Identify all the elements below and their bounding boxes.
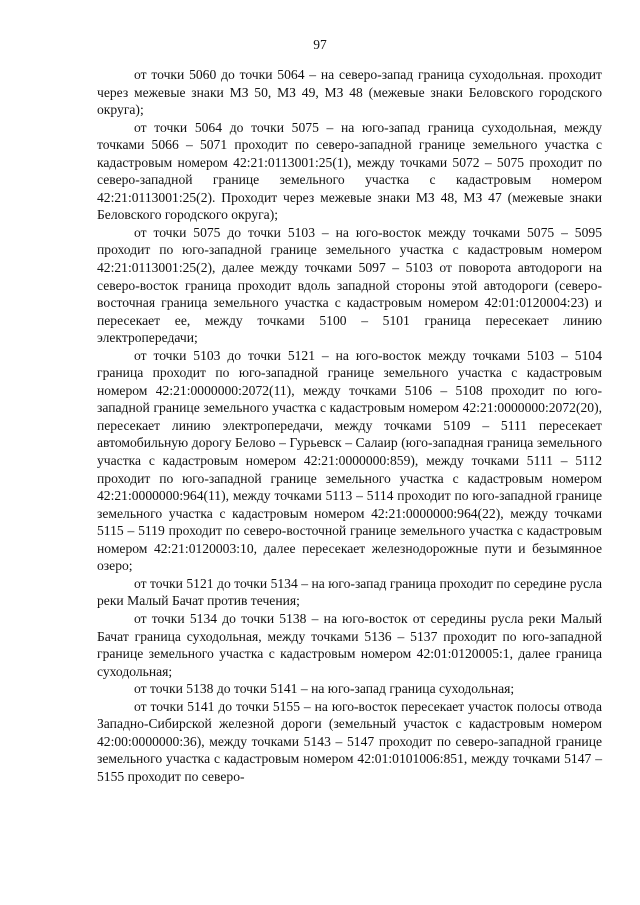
paragraph: от точки 5141 до точки 5155 – на юго-восток пересекает участок полосы отвода Западно-Сибирской железной дороги (земельный участок с кадастровым номером 42:00:0000000:36), между точками 5143 – 5147 проходит по северо-западной границе земельного участка с кадастровым номером 42:01:0101006:851, между точками 5147 – 5155 проходит по северо- <box>97 698 602 784</box>
body-text <box>97 66 602 785</box>
paragraph: от точки 5064 до точки 5075 – на юго-запад граница суходольная, между точками 5066 – 5071 проходит по северо-западной границе земельного участка с кадастровым номером 42:21:0113001:25(1), между точками 5072 – 5075 проходит по северо-западной границе земельного участка с кадастровым номером 42:21:0113001:25(2). Проходит через межевые знаки МЗ 48, МЗ 47 (межевые знаки Беловского городского округа); <box>97 119 602 223</box>
page-number: 97 <box>313 37 327 52</box>
paragraph: от точки 5060 до точки 5064 – на северо-запад граница суходольная. проходит через межевые знаки МЗ 50, МЗ 49, МЗ 48 (межевые знаки Беловского городского округа); <box>97 67 602 118</box>
paragraph: от точки 5134 до точки 5138 – на юго-восток от середины русла реки Малый Бачат граница суходольная, между точками 5136 – 5137 проходит по юго-западной границе земельного участка с кадастровым номером 42:01:0120005:1, далее граница суходольная; <box>97 610 602 679</box>
paragraph: от точки 5138 до точки 5141 – на юго-запад граница суходольная; <box>134 681 515 697</box>
paragraph: от точки 5075 до точки 5103 – на юго-восток между точками 5075 – 5095 проходит по юго-западной границе земельного участка с кадастровым номером 42:21:0113001:25(2), далее между точками 5097 – 5103 от поворота автодороги на северо-восток граница проходит вдоль западной стороны этой автодороги (северо-восточная граница земельного участка с кадастровым номером 42:01:0120004:23) и пересекает ее, между точками 5100 – 5101 граница пересекает линию электропередачи; <box>97 224 602 346</box>
paragraph: от точки 5103 до точки 5121 – на юго-восток между точками 5103 – 5104 граница проходит по юго-западной границе земельного участка с кадастровым номером 42:21:0000000:2072(11), между точками 5106 – 5108 проходит по юго-западной границе земельного участка с кадастровым номером 42:21:0000000:2072(20), пересекает линию электропередачи, между точками 5109 – 5111 пересекает автомобильную дорогу Белово – Гурьевск – Салаир (юго-западная граница земельного участка с кадастровым номером 42:21:0000000:859), между точками 5111 – 5112 проходит по юго-западной границе земельного участка с кадастровым номером 42:21:0000000:964(11), между точками 5113 – 5114 проходит по юго-западной границе земельного участка с кадастровым номером 42:21:0000000:964(22), между точками 5115 – 5119 проходит по северо-восточной границе земельного участка с кадастровым номером 42:21:0120003:10, далее пересекает железнодорожные пути и безымянное озеро; <box>97 347 602 574</box>
paragraph: от точки 5121 до точки 5134 – на юго-запад граница проходит по середине русла реки Малый Бачат против течения; <box>97 575 602 609</box>
